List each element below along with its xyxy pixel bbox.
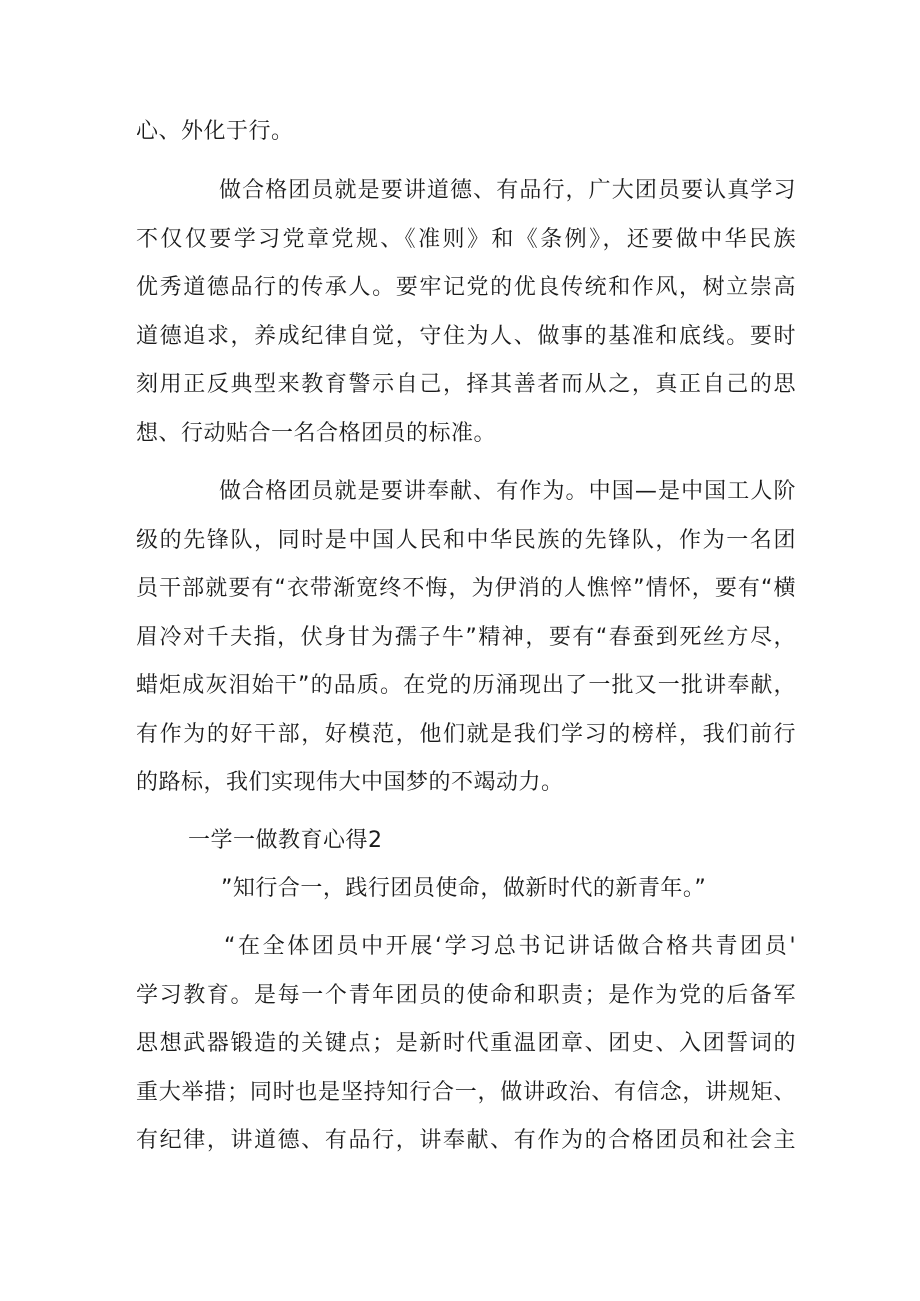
paragraph-line: 心、外化于行。 bbox=[136, 119, 294, 144]
quote-line: ”知行合一，践行团员使命，做新时代的新青年。” bbox=[221, 876, 707, 901]
paragraph-line: 蜡炬成灰泪始干”的品质。在党的历涌现出了一批又一批讲奉献， bbox=[136, 673, 796, 698]
paragraph-line: 不仅仅要学习党章党规、《准则》和《条例》，还要做中华民族 bbox=[136, 227, 796, 252]
paragraph-line: 眉冷对千夫指，伏身甘为孺子牛”精神，要有“春蚕到死丝方尽， bbox=[136, 625, 796, 650]
paragraph-line: 的路标，我们实现伟大中国梦的不竭动力。 bbox=[136, 770, 564, 795]
paragraph-line: 刻用正反典型来教育警示自己，择其善者而从之，真正自己的思 bbox=[136, 372, 796, 397]
paragraph-line: 有纪律，讲道德、有品行，讲奉献、有作为的合格团员和社会主 bbox=[136, 1128, 796, 1153]
paragraph-line: 道德追求，养成纪律自觉，守住为人、做事的基准和底线。要时 bbox=[136, 324, 796, 349]
paragraph-line: 重大举措；同时也是坚持知行合一，做讲政治、有信念，讲规矩、 bbox=[136, 1080, 796, 1105]
paragraph-line: 想、行动贴合一名合格团员的标准。 bbox=[136, 421, 497, 446]
paragraph-line: “在全体团员中开展‘学习总书记讲话做合格共青团员' bbox=[224, 934, 796, 959]
paragraph-line: 员干部就要有“衣带渐宽终不悔，为伊消的人憔悴”情怀，要有“横 bbox=[136, 576, 796, 601]
paragraph-line: 做合格团员就是要讲奉献、有作为。中国—是中国工人阶 bbox=[219, 479, 796, 504]
section-heading: 一学一做教育心得2 bbox=[188, 828, 383, 853]
paragraph-line: 学习教育。是每一个青年团员的使命和职责；是作为党的后备军 bbox=[136, 983, 796, 1008]
paragraph-line: 优秀道德品行的传承人。要牢记党的优良传统和作风，树立崇高 bbox=[136, 275, 796, 300]
paragraph-line: 有作为的好干部，好模范，他们就是我们学习的榜样，我们前行 bbox=[136, 722, 796, 747]
paragraph-line: 思想武器锻造的关键点；是新时代重温团章、团史、入团誓词的 bbox=[136, 1031, 796, 1056]
paragraph-line: 级的先锋队，同时是中国人民和中华民族的先锋队，作为一名团 bbox=[136, 528, 796, 553]
paragraph-line: 做合格团员就是要讲道德、有品行，广大团员要认真学习 bbox=[219, 178, 796, 203]
